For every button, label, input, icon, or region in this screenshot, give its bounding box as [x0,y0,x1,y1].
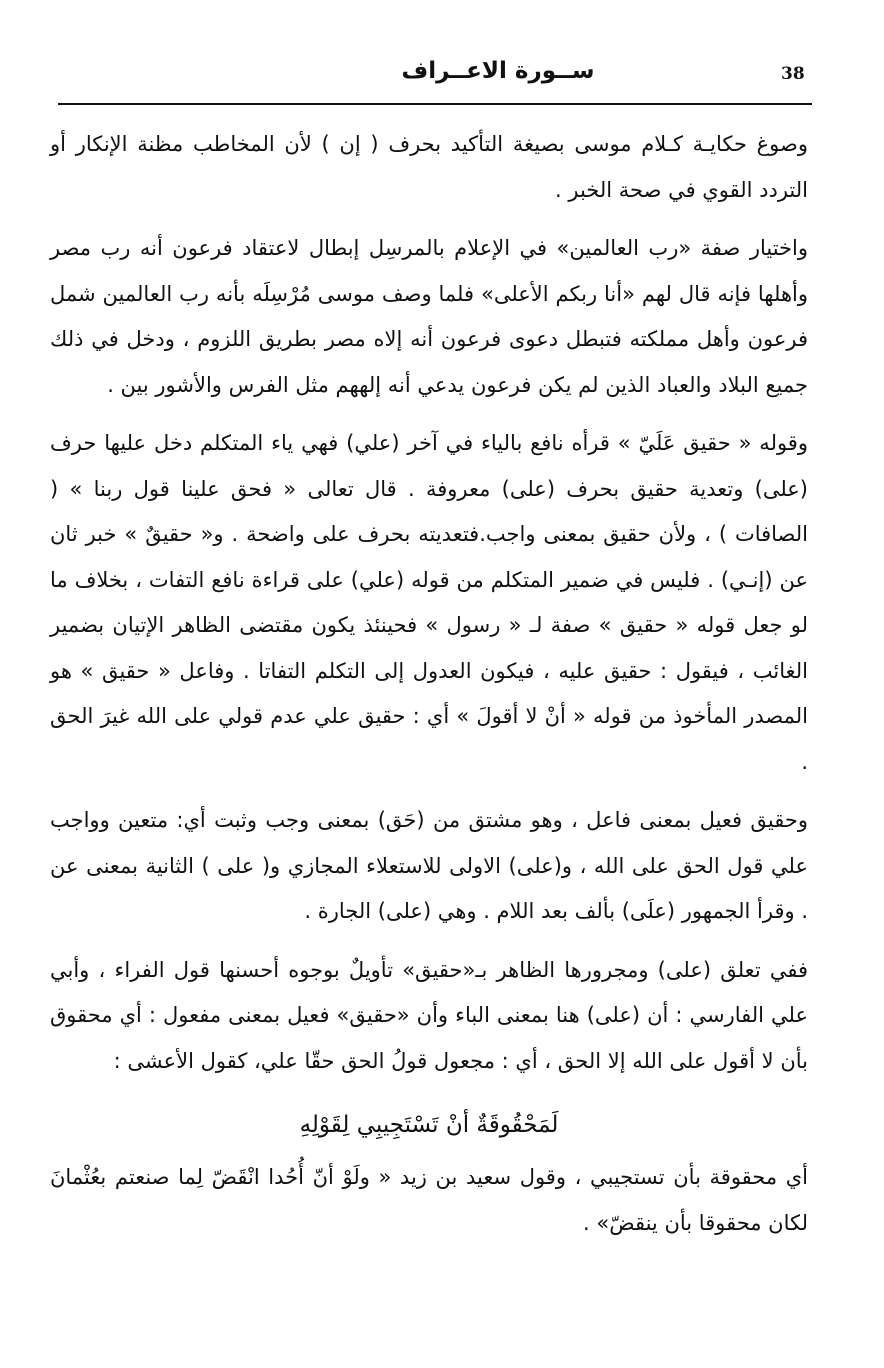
paragraph: واختيار صفة «رب العالمين» في الإعلام بالمرسِل إبطال لاعتقاد فرعون أنه رب مصر وأهلها فإنه قال لهم «أنا ربكم الأعلى» فلما وصف موسى مُرْسِلَه بأنه رب العالمين شمل فرعون وأهل مملكته فتبطل دعوى فرعون أنه إلاه مصر بطريق اللزوم ، ودخل في ذلك جميع البلاد والعباد الذين لم يكن فرعون يدعي أنه إلههم مثل الفرس والأشور بين . [50,236,808,397]
paragraph: وصوغ حكايـة كـلام موسى بصيغة التأكيد بحرف ( إن ) لأن المخاطب مظنة الإنكار أو التردد القوي في صحة الخبر . [50,132,808,202]
paragraph: وحقيق فعيل بمعنى فاعل ، وهو مشتق من (حَق) بمعنى وجب وثبت أي: متعين وواجب علي قول الحق على الله ، و(على) الاولى للاستعلاء المجازي و( على ) الثانية بمعنى عن . وقرأ الجمهور (علَى) بألف بعد اللام . وهي (على) الجارة . [50,808,808,923]
header-rule [58,103,812,105]
paragraph: وقوله « حقيق عَلَيّ » قرأه نافع بالياء في آخر (علي) فهي ياء المتكلم دخل عليها حرف (على) وتعدية حقيق بحرف (على) معروفة . قال تعالى « فحق علينا قول ربنا » ( الصافات ) ، ولأن حقيق بمعنى واجب.فتعديته بحرف على واضحة . و« حقيقٌ » خبر ثان عن (إنـي) . فليس في ضمير المتكلم من قوله (علي) على قراءة نافع التفات ، بخلاف ما لو جعل قوله « حقيق » صفة لـ « رسول » فحينئذ يكون مقتضى الظاهر الإتيان بضمير الغائب ، فيقول : حقيق عليه ، فيكون العدول إلى التكلم التفاتا . وفاعل « حقيق » هو المصدر المأخوذ من قوله « أنْ لا أقولَ » أي : حقيق علي عدم قولي على الله غيرَ الحق . [50,431,808,774]
running-title: ســورة الاعــراف [401,58,595,84]
page-number: 38 [781,64,805,84]
closing-paragraph: أي محقوقة بأن تستجيبي ، وقول سعيد بن زيد « ولَوْ أنّ أُحُدا انْقَضّ لِما صنعتم بعُثْمانَ لكان محقوقا بأن ينقضّ» . [50,1165,808,1235]
poetry-verse: لَمَحْقُوقَةٌ أنْ تَسْتَجِيبِي لِقَوْلِهِ [299,1112,559,1138]
body-text [50,122,808,1259]
paragraph: ففي تعلق (على) ومجرورها الظاهر بـ«حقيق» تأويلٌ بوجوه أحسنها قول الفراء ، وأبي علي الفارسي : أن (على) هنا بمعنى الباء وأن «حقيق» فعيل بمعنى مفعول : أي محقوق بأن لا أقول على الله إلا الحق ، أي : مجعول قولُ الحق حقّا علي، كقول الأعشى : [50,957,808,1073]
page-header [58,58,812,102]
